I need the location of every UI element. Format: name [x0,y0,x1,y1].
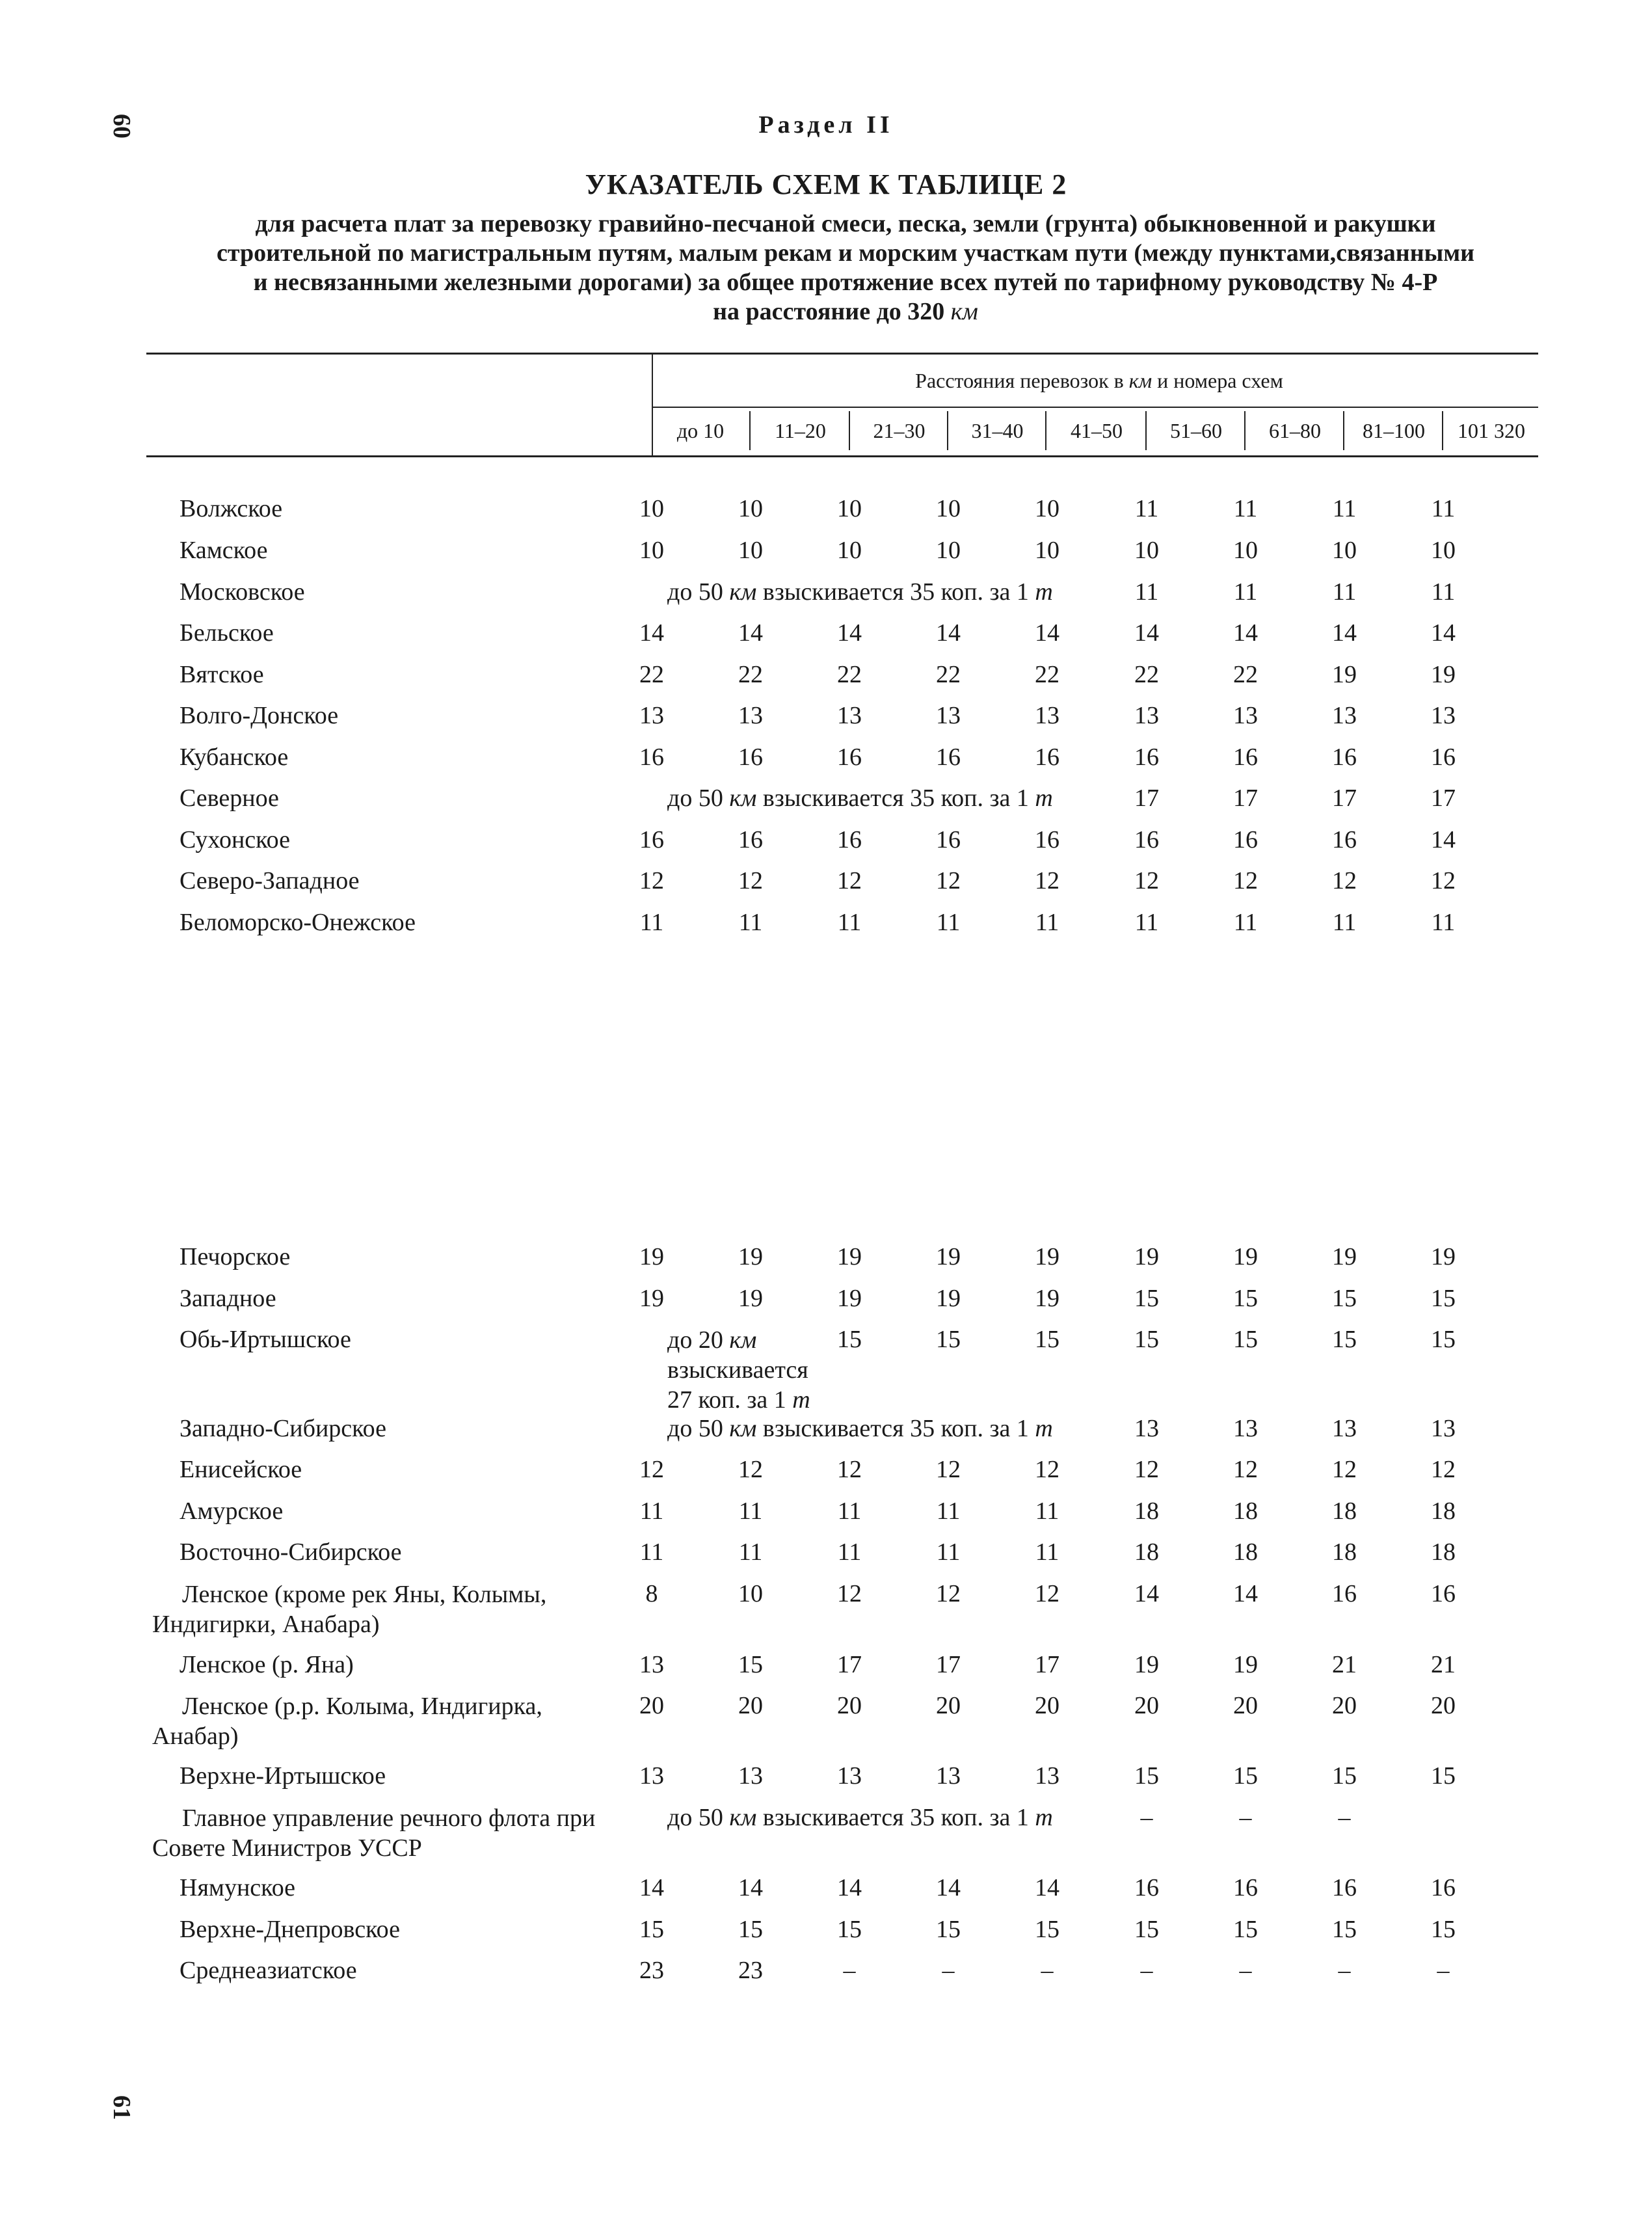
table-cell: 14 [936,1874,961,1901]
row-name: Бельское [180,619,274,647]
table-cell: 8 [645,1580,658,1607]
table-cell: 19 [1431,661,1456,688]
table-cell: 15 [1332,1326,1357,1353]
table-cell: 13 [738,1762,763,1790]
table-cell: 11 [1233,578,1258,606]
column-header: 21–30 [849,411,948,450]
column-header: до 10 [676,419,725,442]
table-row [0,1538,1652,1568]
table-cell: 11 [1431,578,1456,606]
row-name: Амурское [180,1497,284,1525]
table-cell: 16 [1332,826,1357,853]
table-row [0,1915,1652,1945]
table-cell: 12 [936,867,961,894]
table-cell: 12 [1035,1580,1059,1607]
page-number-top: 60 [108,114,135,139]
row-name: Камское [180,537,268,564]
table-cell: 19 [1431,1243,1456,1270]
table-cell: 16 [639,744,664,771]
subtitle-line: для расчета плат за перевозку гравийно-песчаной смеси, песка, земли (грунта) обыкновенной и ракушки [255,210,1436,237]
row-name: Енисейское [180,1456,302,1483]
row-name: Беломорско-Онежское [180,909,416,936]
table-cell: 11 [639,909,664,936]
table-cell: 19 [1035,1285,1059,1312]
table-cell: 12 [738,1456,763,1483]
table-cell: 20 [639,1692,664,1719]
table-cell: 19 [1035,1243,1059,1270]
table-cell: 10 [837,495,862,522]
table-cell: 18 [1233,1538,1258,1566]
table-cell: 12 [639,867,664,894]
table-cell: 15 [1431,1762,1456,1790]
table-cell: – [942,1957,955,1984]
row-name: Северо-Западное [180,867,360,894]
table-cell: 10 [639,495,664,522]
table-cell: 16 [738,826,763,853]
table-cell: 13 [936,1762,961,1790]
column-header: 61–80 [1244,411,1344,450]
table-cell: 10 [738,495,763,522]
table-cell: 14 [738,1874,763,1901]
table-cell: – [1140,1804,1153,1831]
table-cell: 19 [738,1285,763,1312]
table-cell: 11 [738,1538,763,1566]
table-cell: 11 [837,1538,862,1566]
tariff-note: до 50 км взыскивается 35 коп. за 1 т [667,1804,1053,1831]
table-row [0,784,1652,814]
table-cell: – [1239,1957,1252,1984]
table-cell: 13 [936,702,961,729]
table-cell: 20 [1332,1692,1357,1719]
table-cell: 11 [1134,909,1159,936]
table-cell: 16 [1431,1874,1456,1901]
table-cell: 15 [1134,1762,1159,1790]
column-header: 41–50 [1045,411,1147,450]
table-cell: 17 [1431,785,1456,812]
table-cell: 10 [1332,537,1357,564]
row-name: Московское [180,578,305,606]
table-cell: 14 [1134,619,1159,647]
table-cell: 11 [1035,1497,1059,1525]
table-row [0,660,1652,690]
table-cell: 20 [837,1692,862,1719]
table-cell: 16 [1035,744,1059,771]
table-cell: 11 [837,909,862,936]
row-name: Кубанское [180,744,289,771]
table-cell: 11 [639,1497,664,1525]
table-cell: 20 [738,1692,763,1719]
table-cell: 23 [738,1957,763,1984]
table-cell: 12 [1431,1456,1456,1483]
table-row [0,1414,1652,1444]
table-cell: 18 [1134,1497,1159,1525]
table-cell: 15 [1134,1916,1159,1943]
row-name: Верхне-Днепровское [180,1916,400,1943]
table-cell: 15 [837,1326,862,1353]
table-cell: 18 [1332,1497,1357,1525]
table-cell: 15 [1035,1326,1059,1353]
table-row [0,1455,1652,1485]
row-name: Среднеазиатское [180,1957,357,1984]
table-row [0,701,1652,731]
header-top-rule [146,353,1538,355]
table-row [0,494,1652,524]
table-cell: 11 [936,1497,961,1525]
table-cell: 14 [1233,1580,1258,1607]
table-cell: 14 [1332,619,1357,647]
table-row [0,619,1652,649]
row-name: Волжское [180,495,283,522]
table-cell: 15 [1233,1326,1258,1353]
table-cell: 10 [1035,495,1059,522]
tariff-note: до 50 км взыскивается 35 коп. за 1 т [667,1415,1053,1442]
column-header: 101 320 [1442,411,1539,450]
table-cell: 20 [1431,1692,1456,1719]
table-row [0,1325,1652,1414]
table-cell: 15 [1431,1326,1456,1353]
table-cell: 15 [738,1651,763,1678]
column-header: 51–60 [1145,411,1246,450]
table-cell: 12 [1035,867,1059,894]
table-cell: 14 [1431,619,1456,647]
table-cell: 18 [1332,1538,1357,1566]
row-name: Волго-Донское [180,702,339,729]
table-cell: – [1338,1957,1351,1984]
table-cell: 15 [1233,1916,1258,1943]
table-cell: 16 [1431,1580,1456,1607]
column-header: 31–40 [947,411,1046,450]
table-cell: 12 [1431,867,1456,894]
tariff-note: до 50 км взыскивается 35 коп. за 1 т [667,578,1053,606]
table-cell: 18 [1431,1497,1456,1525]
table-row [0,825,1652,855]
table-cell: 16 [1332,744,1357,771]
table-cell: 12 [837,867,862,894]
table-cell: 13 [639,702,664,729]
table-cell: 15 [837,1916,862,1943]
header-bottom-rule [146,455,1538,457]
table-cell: 17 [936,1651,961,1678]
table-row [0,1650,1652,1680]
table-cell: – [1239,1804,1252,1831]
table-cell: 15 [1332,1285,1357,1312]
table-cell: 14 [639,619,664,647]
table-row [0,1762,1652,1792]
table-cell: 12 [1035,1456,1059,1483]
table-row [0,536,1652,566]
table-cell: 16 [936,826,961,853]
table-cell: 14 [1431,826,1456,853]
table-cell: 20 [1035,1692,1059,1719]
table-cell: 21 [1332,1651,1357,1678]
table-cell: 15 [1134,1285,1159,1312]
table-cell: 13 [1134,702,1159,729]
tariff-note: до 20 км взыскивается 27 коп. за 1 т [667,1326,810,1414]
table-cell: 12 [1332,1456,1357,1483]
table-cell: 19 [936,1285,961,1312]
table-cell: 19 [936,1243,961,1270]
table-cell: 15 [738,1916,763,1943]
table-row [0,866,1652,896]
table-cell: 16 [1134,744,1159,771]
table-row [0,743,1652,773]
table-cell: 17 [1233,785,1258,812]
table-cell: 22 [1134,661,1159,688]
table-cell: – [843,1957,856,1984]
table-row [0,1242,1652,1272]
table-cell: 12 [837,1580,862,1607]
table-cell: 16 [1431,744,1456,771]
table-cell: 10 [738,537,763,564]
table-header [146,353,1538,460]
table-cell: 11 [738,1497,763,1525]
table-cell: 11 [1332,578,1357,606]
page-number-bottom: 61 [108,2095,135,2120]
table-cell: 14 [837,1874,862,1901]
table-cell: 23 [639,1957,664,1984]
table-cell: 16 [738,744,763,771]
table-cell: 13 [1035,1762,1059,1790]
table-cell: 10 [738,1580,763,1607]
subtitle-line: строительной по магистральным путям, малым рекам и морским участкам пути (между пунктами,связанными [216,239,1475,267]
table-cell: 11 [936,909,961,936]
document-subtitle [163,209,1528,327]
table-cell: 15 [639,1916,664,1943]
table-cell: 13 [639,1762,664,1790]
table-cell: 21 [1431,1651,1456,1678]
table-row [0,1579,1652,1638]
table-cell: 19 [1332,1243,1357,1270]
table-cell: 14 [1035,1874,1059,1901]
table-cell: 13 [837,702,862,729]
table-cell: 19 [1134,1243,1159,1270]
table-cell: 20 [1134,1692,1159,1719]
table-cell: 12 [1233,867,1258,894]
row-name: Обь-Иртышское [180,1326,351,1353]
row-name: Ленское (р. Яна) [180,1651,354,1678]
table-cell: 13 [1233,1415,1258,1442]
table-cell: 22 [1035,661,1059,688]
row-name: Ленское (р.р. Колыма, Индигирка, Анабар) [152,1693,542,1750]
table-cell: 20 [936,1692,961,1719]
table-cell: 12 [936,1580,961,1607]
table-cell: 12 [1332,867,1357,894]
table-cell: 12 [639,1456,664,1483]
table-cell: 16 [1233,826,1258,853]
table-cell: 14 [1035,619,1059,647]
table-cell: 11 [1035,1538,1059,1566]
row-name: Печорское [180,1243,291,1270]
table-cell: 15 [1233,1285,1258,1312]
table-cell: 10 [1431,537,1456,564]
table-cell: 19 [639,1285,664,1312]
table-cell: 12 [936,1456,961,1483]
table-cell: 12 [738,867,763,894]
table-cell: 13 [1035,702,1059,729]
table-cell: 13 [639,1651,664,1678]
table-row [0,1284,1652,1314]
table-cell: 16 [1332,1580,1357,1607]
table-cell: 15 [1332,1762,1357,1790]
table-cell: 11 [738,909,763,936]
table-cell: 16 [1332,1874,1357,1901]
table-cell: 11 [1134,578,1159,606]
table-cell: 17 [1035,1651,1059,1678]
table-cell: 13 [1332,702,1357,729]
table-cell: – [1338,1804,1351,1831]
table-cell: 19 [1332,661,1357,688]
table-cell: 10 [936,495,961,522]
table-cell: 15 [1035,1916,1059,1943]
table-cell: 13 [1431,702,1456,729]
column-header: 11–20 [749,411,850,450]
table-cell: 11 [1233,495,1258,522]
table-cell: 10 [1035,537,1059,564]
table-row [0,1873,1652,1903]
table-cell: 16 [1134,1874,1159,1901]
table-cell: 14 [936,619,961,647]
section-heading: Раздел II [758,111,894,139]
table-cell: 11 [639,1538,664,1566]
table-cell: 12 [837,1456,862,1483]
table-cell: 13 [1332,1415,1357,1442]
table-cell: 10 [936,537,961,564]
table-cell: 18 [1431,1538,1456,1566]
table-row [0,1691,1652,1750]
table-cell: 14 [639,1874,664,1901]
table-cell: 18 [1134,1538,1159,1566]
table-cell: 22 [639,661,664,688]
document-title: УКАЗАТЕЛЬ СХЕМ К ТАБЛИЦЕ 2 [585,168,1067,200]
table-cell: 13 [1233,702,1258,729]
table-cell: 18 [1233,1497,1258,1525]
table-cell: 16 [936,744,961,771]
table-cell: – [1437,1957,1450,1984]
table-cell: 12 [1134,1456,1159,1483]
table-cell: 19 [1134,1651,1159,1678]
row-name: Главное управление речного флота при Совете Министров УССР [152,1805,596,1862]
table-cell: 11 [837,1497,862,1525]
table-cell: 10 [639,537,664,564]
table-row [0,578,1652,608]
table-row [0,1497,1652,1527]
table-cell: 20 [1233,1692,1258,1719]
table-cell: 22 [1233,661,1258,688]
table-cell: 15 [1332,1916,1357,1943]
table-cell: 19 [738,1243,763,1270]
table-cell: 12 [1233,1456,1258,1483]
row-name: Сухонское [180,826,291,853]
table-cell: 14 [1134,1580,1159,1607]
table-cell: 16 [639,826,664,853]
table-cell: 11 [1431,909,1456,936]
distance-span-header: Расстояния перевозок в км и номера схем [915,369,1283,392]
table-cell: 16 [837,744,862,771]
table-cell: 11 [936,1538,961,1566]
table-cell: 15 [1134,1326,1159,1353]
table-row [0,908,1652,938]
table-cell: 22 [936,661,961,688]
table-cell: 13 [837,1762,862,1790]
table-cell: 13 [1134,1415,1159,1442]
table-cell: 11 [1233,909,1258,936]
row-name: Ленское (кроме рек Яны, Колымы, Индигирки, Анабара) [152,1581,547,1638]
table-cell: 19 [837,1285,862,1312]
table-cell: 13 [738,702,763,729]
table-cell: 16 [1233,1874,1258,1901]
subtitle-line: на расстояние до 320 км [713,298,978,325]
table-cell: 15 [1431,1285,1456,1312]
table-cell: 16 [1233,744,1258,771]
header-mid-rule [652,407,1538,408]
table-cell: 11 [1035,909,1059,936]
table-cell: 12 [1134,867,1159,894]
table-cell: 14 [837,619,862,647]
table-cell: 19 [1233,1651,1258,1678]
table-cell: 10 [1233,537,1258,564]
table-row [0,1956,1652,1986]
table-cell: 16 [1035,826,1059,853]
row-name: Северное [180,785,279,812]
row-name: Вятское [180,661,264,688]
row-name: Нямунское [180,1874,296,1901]
subtitle-line: и несвязанными железными дорогами) за общее протяжение всех путей по тарифному руководству № 4-Р [253,269,1438,296]
row-name: Восточно-Сибирское [180,1538,402,1566]
table-cell: 17 [1332,785,1357,812]
table-cell: 11 [1134,495,1159,522]
table-cell: 10 [837,537,862,564]
table-cell: 19 [837,1243,862,1270]
table-cell: 11 [1332,495,1357,522]
table-cell: 19 [639,1243,664,1270]
table-cell: 11 [1332,909,1357,936]
table-cell: 14 [1233,619,1258,647]
table-cell: 15 [1431,1916,1456,1943]
row-name: Западно-Сибирское [180,1415,387,1442]
column-header: 81–100 [1343,411,1443,450]
table-cell: 17 [1134,785,1159,812]
table-cell: 22 [837,661,862,688]
table-cell: 22 [738,661,763,688]
table-row [0,1803,1652,1862]
table-cell: 15 [936,1326,961,1353]
table-cell: 15 [1233,1762,1258,1790]
row-name: Верхне-Иртышское [180,1762,386,1790]
table-cell: 10 [1134,537,1159,564]
table-cell: – [1041,1957,1054,1984]
row-name: Западное [180,1285,276,1312]
table-cell: 13 [1431,1415,1456,1442]
tariff-note: до 50 км взыскивается 35 коп. за 1 т [667,785,1053,812]
table-cell: 17 [837,1651,862,1678]
table-cell: 16 [837,826,862,853]
table-cell: 15 [936,1916,961,1943]
table-cell: – [1140,1957,1153,1984]
table-cell: 19 [1233,1243,1258,1270]
table-cell: 16 [1134,826,1159,853]
table-cell: 14 [738,619,763,647]
table-cell: 11 [1431,495,1456,522]
